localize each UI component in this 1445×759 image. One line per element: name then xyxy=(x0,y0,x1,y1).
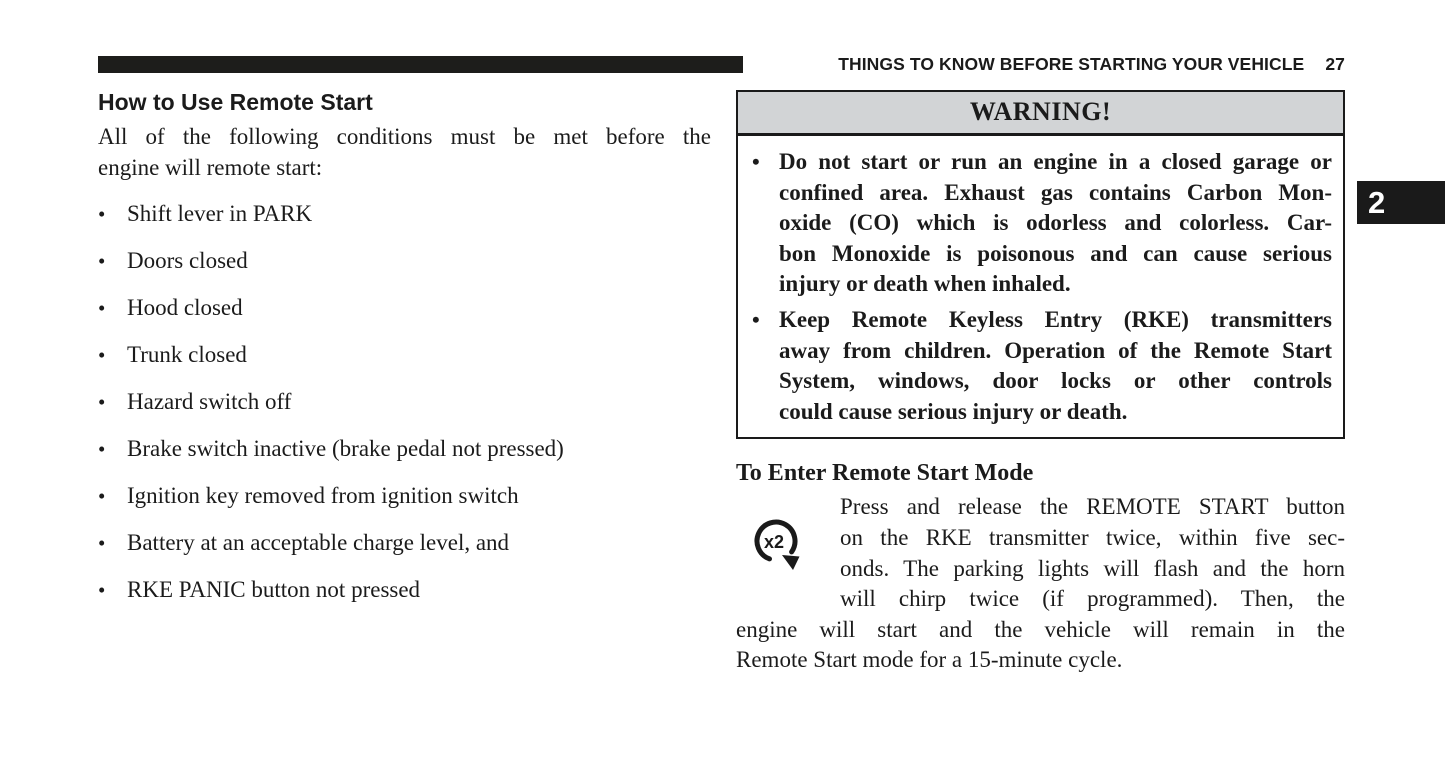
text-line: Remote Start mode for a 15-minute cycle. xyxy=(736,647,1123,673)
icon-label: x2 xyxy=(764,532,785,553)
list-item xyxy=(98,528,711,558)
warning-item xyxy=(752,147,1332,300)
text-line: Do not start or run an engine in a closed garage or xyxy=(779,149,1332,174)
section-heading-how-to-use-remote-start: How to Use Remote Start xyxy=(98,89,373,115)
list-item xyxy=(98,481,711,511)
bullet-glyph: • xyxy=(98,343,106,367)
list-item xyxy=(98,199,711,229)
text-line: confined area. Exhaust gas contains Carbon Mon- xyxy=(779,179,1332,205)
chapter-tab xyxy=(1357,181,1445,224)
text-line: could cause serious injury or death. xyxy=(779,398,1128,424)
page-title: THINGS TO KNOW BEFORE STARTING YOUR VEHICLE xyxy=(838,54,1305,74)
condition-text: Hood closed xyxy=(127,295,243,320)
page-number: 27 xyxy=(1325,54,1345,74)
header-rule-bar xyxy=(98,56,743,73)
list-item xyxy=(98,246,711,276)
condition-text: Doors closed xyxy=(127,248,248,273)
right-column xyxy=(736,90,1345,676)
condition-text: Hazard switch off xyxy=(127,389,292,414)
text-line: engine will remote start: xyxy=(98,155,323,180)
warning-text xyxy=(779,305,1332,427)
remote-start-paragraph xyxy=(736,492,1345,676)
press-twice-circular-arrow-icon xyxy=(751,516,805,572)
bullet-glyph: • xyxy=(752,306,760,332)
bullet-glyph: • xyxy=(752,149,760,174)
text-line: Press and release the REMOTE START button xyxy=(840,494,1345,520)
left-column xyxy=(98,90,711,622)
bullet-glyph: • xyxy=(98,531,106,555)
condition-text: Battery at an acceptable charge level, and xyxy=(127,530,510,555)
running-header xyxy=(740,54,1345,74)
bullet-glyph: • xyxy=(98,296,106,320)
text-line: oxide (CO) which is odorless and colorless. Car- xyxy=(779,210,1332,236)
text-line: on the RKE transmitter twice, within five sec- xyxy=(840,524,1345,550)
text-line: will chirp twice (if programmed). Then, the xyxy=(840,586,1345,612)
text-line: injury or death when inhaled. xyxy=(779,271,1071,297)
condition-text: Trunk closed xyxy=(127,342,247,367)
bullet-glyph: • xyxy=(98,202,106,226)
bullet-glyph: • xyxy=(98,390,106,414)
condition-text: Ignition key removed from ignition switch xyxy=(127,483,519,508)
warning-item xyxy=(752,305,1332,427)
text-line: Keep Remote Keyless Entry (RKE) transmitters xyxy=(779,306,1332,332)
list-item xyxy=(98,434,711,464)
chapter-number: 2 xyxy=(1368,185,1386,220)
text-line: engine will start and the vehicle will remain in the xyxy=(736,616,1345,642)
condition-text: Brake switch inactive (brake pedal not pressed) xyxy=(127,436,564,461)
intro-paragraph xyxy=(98,121,711,183)
warning-box xyxy=(736,90,1345,439)
bullet-glyph: • xyxy=(98,249,106,273)
text-line: System, windows, door locks or other controls xyxy=(779,368,1332,394)
warning-text xyxy=(779,147,1332,300)
condition-text: Shift lever in PARK xyxy=(127,201,313,226)
list-item xyxy=(98,293,711,323)
bullet-glyph: • xyxy=(98,437,106,461)
remote-start-conditions-list xyxy=(98,199,711,605)
list-item xyxy=(98,387,711,417)
condition-text: RKE PANIC button not pressed xyxy=(127,577,421,602)
text-line: onds. The parking lights will flash and the horn xyxy=(840,555,1345,581)
list-item xyxy=(98,340,711,370)
bullet-glyph: • xyxy=(98,484,106,508)
remote-start-paragraph-lines xyxy=(736,492,1345,676)
text-line: away from children. Operation of the Remote Start xyxy=(779,337,1332,363)
warning-box-body xyxy=(738,136,1343,437)
list-item xyxy=(98,575,711,605)
text-line: bon Monoxide is poisonous and can cause serious xyxy=(779,240,1332,266)
warning-box-title: WARNING! xyxy=(738,92,1343,136)
bullet-glyph: • xyxy=(98,578,106,602)
text-line: All of the following conditions must be met before the xyxy=(98,124,711,149)
section-heading-to-enter-remote-start-mode: To Enter Remote Start Mode xyxy=(736,460,1034,487)
